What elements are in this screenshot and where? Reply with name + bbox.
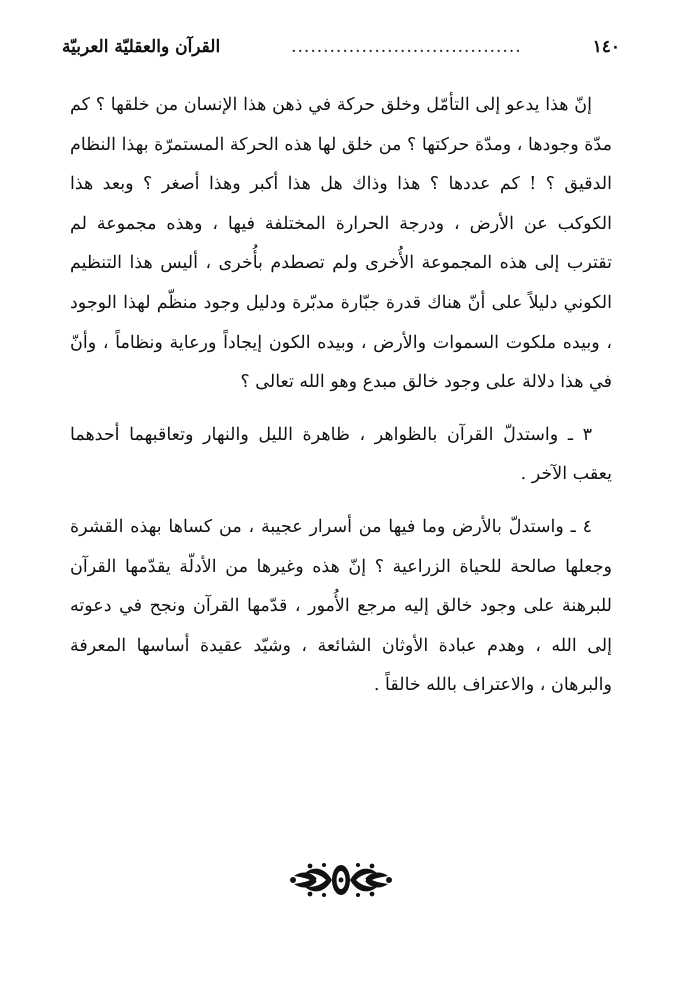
paragraph: ٤ ـ واستدلّ بالأرض وما فيها من أسرار عجيبة ، من كساها بهذه القشرة وجعلها صالحة للحياة الزراعية ؟ إنّ هذه وغيرها من الأدلّة يقدّمها القرآن للبرهنة على وجود خالق إليه مرجع الأُمور ، قدّمها القرآن ونجح في دعوته إلى الله ، وهدم عبادة الأوثان الشائعة ، وشيّد عقيدة أساسها المعرفة والبرهان ، والاعتراف بالله خالقاً .: [70, 516, 612, 696]
paragraph: إنّ هذا يدعو إلى التأمّل وخلق حركة في ذهن هذا الإنسان من خلقها ؟ كم مدّة وجودها ، ومدّة حركتها ؟ من خلق لها هذه الحركة المستمرّة بهذا النظام الدقيق ؟ ! كم عددها ؟ هذا وذاك هل هذا أكبر وهذا أصغر ؟ وبعد هذا الكوكب عن الأرض ، ودرجة الحرارة المختلفة فيها ، وهذه مجموعة لم تقترب إلى هذه المجموعة الأُخرى ولم تصطدم بأُخرى ، أليس هذا التنظيم الكوني دليلاً على أنّ هناك قدرة جبّارة مدبّرة ودليل وجود منظّم لهذا الوجود ، وبيده ملكوت السموات والأرض ، وبيده الكون إيجاداً ورعاية ونظاماً ، وأنّ في هذا دلالة على وجود خالق مبدع وهو الله تعالى ؟: [70, 95, 612, 393]
running-header: [62, 34, 620, 60]
floral-ornament-icon: [288, 860, 394, 900]
body-text: [70, 86, 612, 706]
paragraph: ٣ ـ واستدلّ القرآن بالظواهر ، ظاهرة الليل والنهار وتعاقبهما أحدهما يعقب الآخر .: [70, 424, 612, 485]
running-title: القرآن والعقليّة العربيّة: [62, 37, 221, 57]
page-number: ١٤٠: [592, 37, 620, 57]
header-leader-dots: ....................................: [291, 37, 522, 57]
